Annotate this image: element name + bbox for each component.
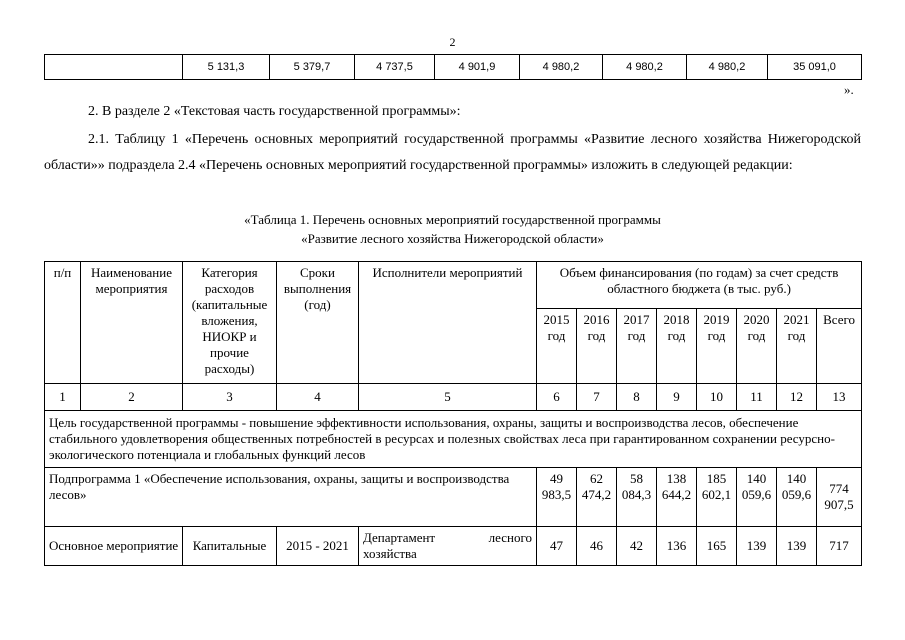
subprogram-value: 138 644,2 <box>657 468 697 527</box>
header-row <box>45 262 862 309</box>
event-value: 42 <box>617 527 657 566</box>
paragraph-table-1: 2.1. Таблицу 1 «Перечень основных мероприятий государственной программы «Развитие лесного хозяйства Нижегородской области»» подраздела 2.4 «Перечень основных мероприятий государственной программы» изложить в следующей редакции: <box>44 132 861 173</box>
column-numbers-row <box>45 384 862 411</box>
table-cell: 4 901,9 <box>435 55 520 80</box>
header-period: Сроки выполнения (год) <box>277 262 359 384</box>
header-year: 2018 год <box>657 309 697 384</box>
header-funding: Объем финансирования (по годам) за счет средств областного бюджета (в тыс. руб.) <box>537 262 862 309</box>
header-year: 2021 год <box>777 309 817 384</box>
table-caption <box>44 210 861 248</box>
program-goal: Цель государственной программы - повышение эффективности использования, охраны, защиты и воспроизводства лесов, обеспечение стабильного удовлетворения общественных потребностей в ресурсах и полезных свойствах леса при гарантированном сохранении ресурсно-экологического потенциала и глобальных функций лесов <box>45 411 862 468</box>
table-cell: 4 980,2 <box>520 55 603 80</box>
column-number: 6 <box>537 384 577 411</box>
event-value: 139 <box>737 527 777 566</box>
subprogram-value: 49 983,5 <box>537 468 577 527</box>
header-total: Всего <box>817 309 862 384</box>
header-year: 2017 год <box>617 309 657 384</box>
column-number: 4 <box>277 384 359 411</box>
column-number: 2 <box>81 384 183 411</box>
event-executor: Департамент лесного хозяйства <box>359 527 537 566</box>
header-year: 2016 год <box>577 309 617 384</box>
column-number: 13 <box>817 384 862 411</box>
subprogram-label: Подпрограмма 1 «Обеспечение использования, охраны, защиты и воспроизводства лесов» <box>45 468 537 527</box>
closing-mark: ». <box>844 82 854 97</box>
subprogram-value: 140 059,6 <box>777 468 817 527</box>
event-period: 2015 - 2021 <box>277 527 359 566</box>
subprogram-value: 62 474,2 <box>577 468 617 527</box>
table-cell: 4 980,2 <box>687 55 768 80</box>
event-value: 139 <box>777 527 817 566</box>
header-year: 2019 год <box>697 309 737 384</box>
column-number: 9 <box>657 384 697 411</box>
header-category: Категория расходов (капитальные вложения, НИОКР и прочие расходы) <box>183 262 277 384</box>
table-cell: 5 379,7 <box>270 55 355 80</box>
column-number: 1 <box>45 384 81 411</box>
event-value: 47 <box>537 527 577 566</box>
header-num: п/п <box>45 262 81 384</box>
column-number: 8 <box>617 384 657 411</box>
event-category: Капитальные <box>183 527 277 566</box>
subprogram-value: 140 059,6 <box>737 468 777 527</box>
caption-line: «Развитие лесного хозяйства Нижегородской области» <box>301 231 604 246</box>
subprogram-value: 185 602,1 <box>697 468 737 527</box>
column-number: 7 <box>577 384 617 411</box>
table-cell: 4 737,5 <box>355 55 435 80</box>
header-name: Наименование мероприятия <box>81 262 183 384</box>
table-cell: 4 980,2 <box>603 55 687 80</box>
events-table <box>44 261 862 566</box>
column-number: 11 <box>737 384 777 411</box>
caption-line: «Таблица 1. Перечень основных мероприятий государственной программы <box>244 212 661 227</box>
header-year: 2020 год <box>737 309 777 384</box>
event-row <box>45 527 862 566</box>
subprogram-total: 774 907,5 <box>817 468 862 527</box>
column-number: 10 <box>697 384 737 411</box>
event-name: Основное мероприятие <box>45 527 183 566</box>
event-value: 165 <box>697 527 737 566</box>
continuation-table <box>44 54 862 80</box>
event-total: 717 <box>817 527 862 566</box>
column-number: 5 <box>359 384 537 411</box>
continuation-row <box>45 55 862 80</box>
event-value: 46 <box>577 527 617 566</box>
column-number: 3 <box>183 384 277 411</box>
header-year: 2015 год <box>537 309 577 384</box>
page-number: 2 <box>449 35 456 49</box>
goal-row <box>45 411 862 468</box>
table-cell <box>45 55 183 80</box>
header-executors: Исполнители мероприятий <box>359 262 537 384</box>
event-value: 136 <box>657 527 697 566</box>
subprogram-value: 58 084,3 <box>617 468 657 527</box>
column-number: 12 <box>777 384 817 411</box>
subprogram-row <box>45 468 862 527</box>
table-cell: 5 131,3 <box>183 55 270 80</box>
paragraph-section-2: 2. В разделе 2 «Текстовая часть государственной программы»: <box>88 104 461 119</box>
table-cell: 35 091,0 <box>768 55 862 80</box>
